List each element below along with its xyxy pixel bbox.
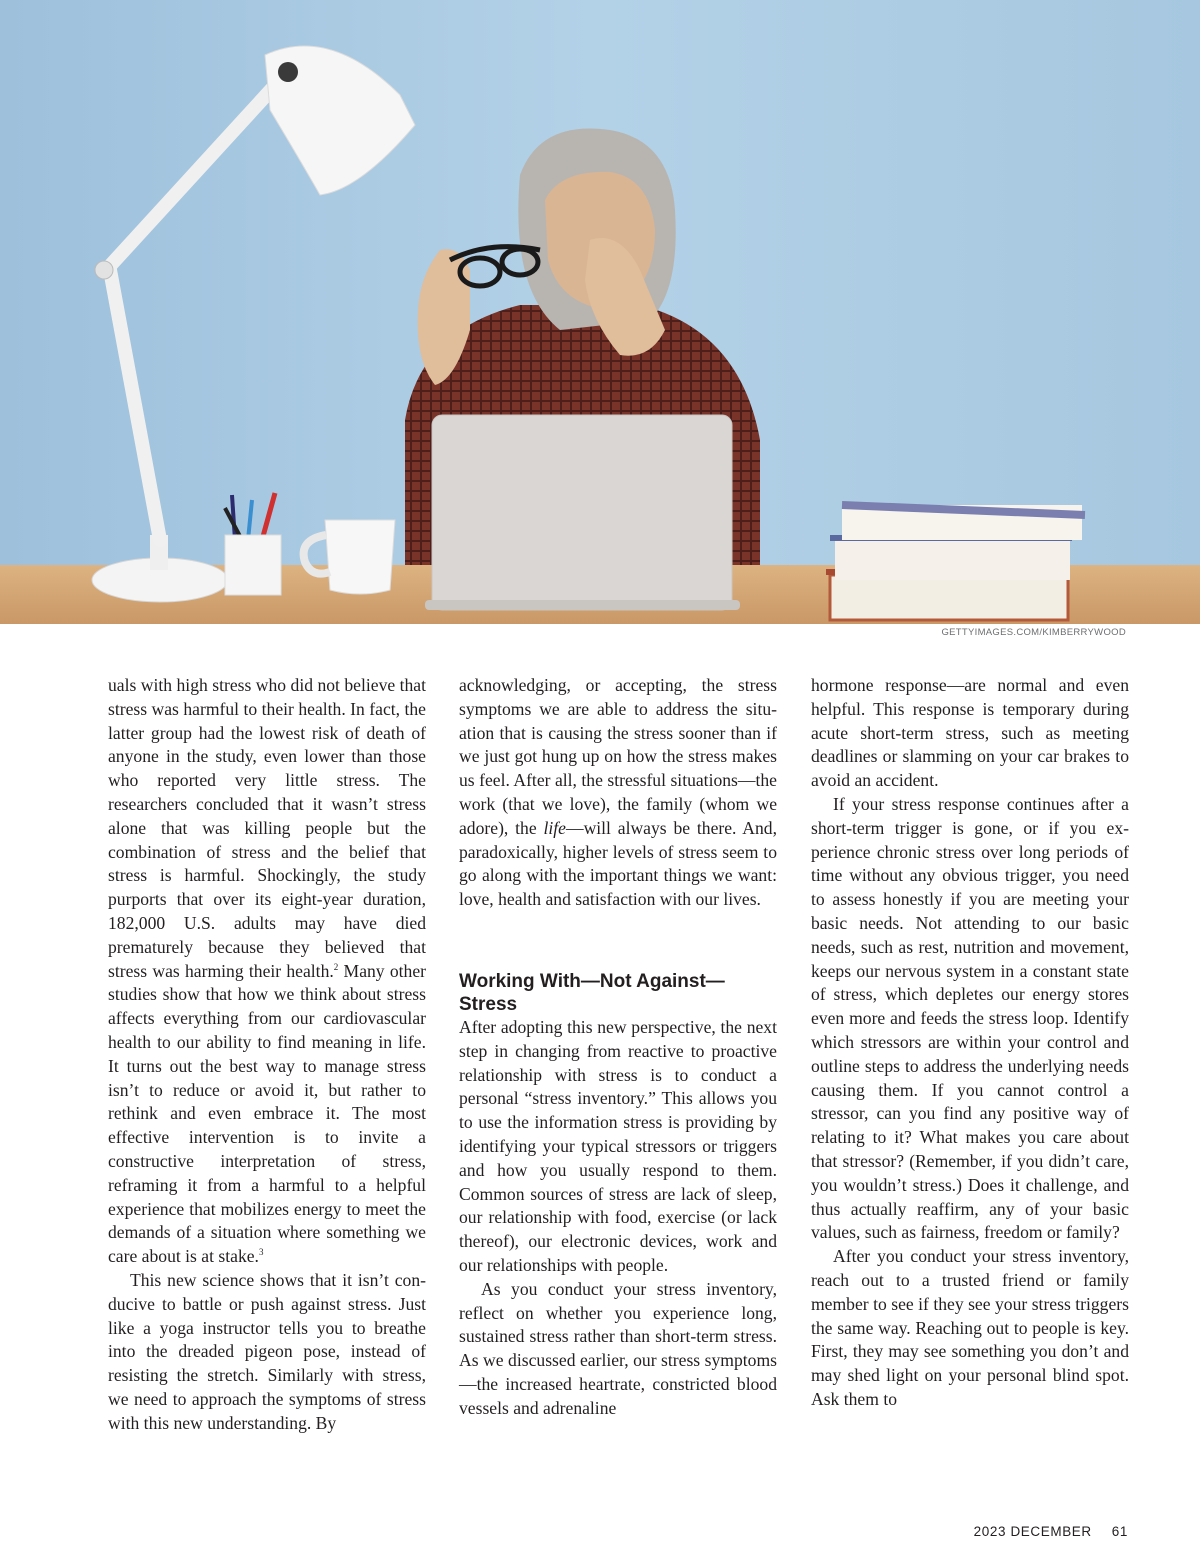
footnote-ref: 3 — [258, 1247, 264, 1258]
paragraph: This new science shows that it isn’t conducive to battle or push against stress. Just like a yoga instructor tells you to breathe into the dreaded pigeon pose, instead of resisting the stretch. Similarly with stress, we need to approach the symptoms of stress with this new understanding. By — [108, 1269, 426, 1433]
emphasis: life — [543, 817, 566, 838]
article-column-3 — [811, 674, 1129, 1412]
photo-credit: GETTYIMAGES.COM/KIMBERRYWOOD — [941, 627, 1126, 638]
section-heading: Working With—Not Against—Stress — [459, 970, 725, 1015]
page-number: 61 — [1111, 1524, 1128, 1539]
paragraph — [108, 674, 426, 1269]
pen-cup — [225, 493, 281, 595]
paragraph-text: acknowledging, or accepting, the stress symptoms we are able to address the situation that is causing the stress sooner than if we just got hung up on how the stress makes us feel. After all, the stressful situations—the work (that we love), the family (whom we adore), the — [459, 675, 777, 838]
paragraph: After adopting this new perspective, the next step in changing from reactive to proactive relationship with stress is to conduct a personal “stress inventory.” This allows you to use the information stress is providing by identifying your typical stressors or triggers and how you usually respond to them. Common sources of stress are lack of sleep, our relationship with food, exercise (or lack thereof), our electronic devices, work and our relationships with people. — [459, 1016, 777, 1275]
article-column-1 — [108, 674, 426, 1436]
paragraph: After you conduct your stress inventory, reach out to a trusted friend or family member to see if they see your stress triggers the same way. Reaching out to people is key. First, they may see something you don’t and may shed light on your personal blind spot. Ask them to — [811, 1246, 1129, 1409]
paragraph — [459, 674, 777, 912]
footnote-ref: 2 — [333, 961, 339, 972]
paragraph: If your stress response continues after a short-term trigger is gone, or if you experience chronic stress over long periods of time without any obvious trigger, you need to assess honestly if you are meeting your basic needs. Not attending to our basic needs, such as rest, nutrition and movement, keeps our nervous system in a constant state of stress, which depletes our energy stores even more and feeds the stress loop. Identify which stressors are within your control and outline steps to address the underlying needs causing them. If you cannot control a stressor, can you find any positive way of relating to it? What makes you care about that stressor? (Remember, if you didn’t care, you wouldn’t stress.) Does it challenge, and thus actually reaffirm, any of your basic values, such as fairness, freedom or family? — [811, 793, 1129, 1243]
paragraph: As you conduct your stress inventory, reflect on whether you experience long, sustained stress rather than short-term stress. As we discussed earlier, our stress symptoms—the increased heartrate, constricted blood vessels and adrenaline — [459, 1278, 777, 1418]
paragraph-text: uals with high stress who did not believe that stress was harmful to their health. In fact, the latter group had the lowest risk of death of anyone in the study, even lower than those who reported very little stress. The researchers concluded that it wasn’t stress alone that was killing people but the combination of stress and the belief that stress is harmful. Shockingly, the study purports that over its eight-year duration, 182,000 U.S. adults may have died prematurely because they believed that stress was harming their health. — [108, 675, 426, 981]
laptop — [425, 415, 740, 610]
issue-date: 2023 DECEMBER — [973, 1524, 1092, 1539]
stressed-man-at-desk-photo — [0, 0, 1200, 624]
page-footer — [974, 1524, 1128, 1539]
paragraph-text: —will always be there. And, paradoxically, higher levels of stress seem to go along with the important things we want: love, health and satisfaction with our lives. — [459, 817, 777, 910]
paragraph: hormone response—are normal and even helpful. This response is temporary during acute short-term stress, such as meeting deadlines or slamming on your car brakes to avoid an accident. — [811, 675, 1129, 791]
paragraph-text: Many other studies show that how we think about stress affects everything from our cardiovascular health to our ability to find meaning in life. It turns out the best way to manage stress isn’t to reduce or avoid it, but rather to rethink and even embrace it. The most effective intervention is to invite a constructive interpretation of stress, reframing it from a harmful to a helpful experience that mobilizes energy to meet the demands of a situation where something we care about is at stake. — [108, 960, 427, 1267]
book-stack — [826, 505, 1085, 620]
article-column-2 — [459, 674, 777, 1421]
